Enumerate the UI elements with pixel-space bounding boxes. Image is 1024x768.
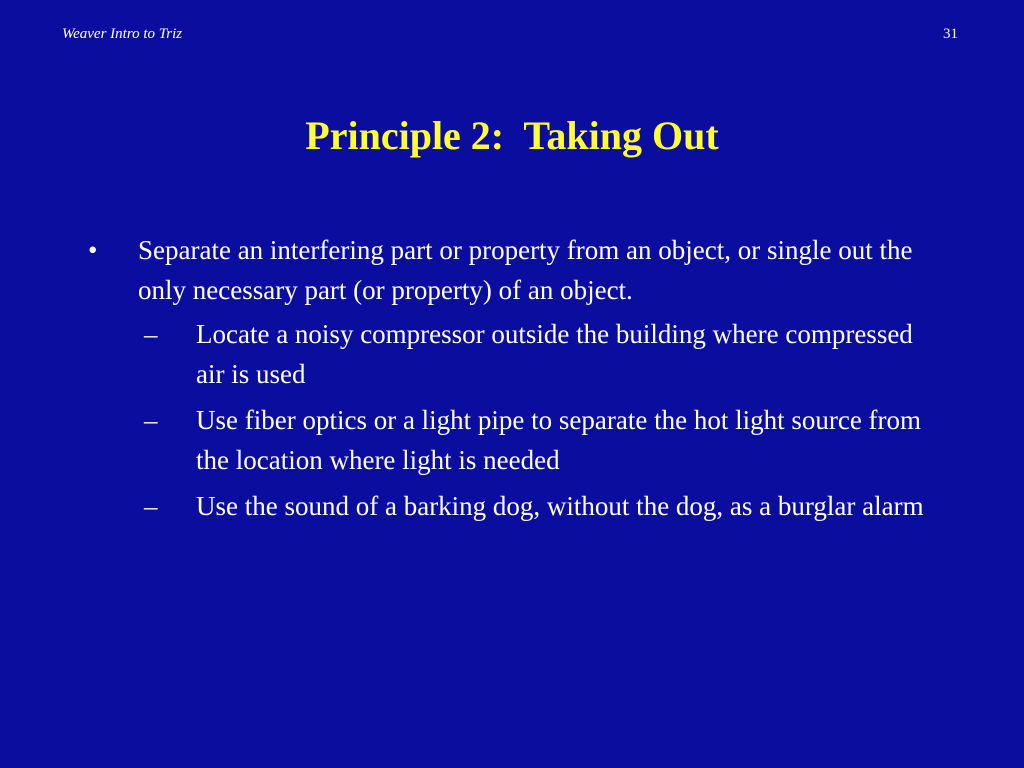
subbullet-marker: – <box>144 319 158 349</box>
subbullet-text: Use the sound of a barking dog, without the dog, as a burglar alarm <box>196 491 924 521</box>
bullet-text: Separate an interfering part or property from an object, or single out the only necessary part (or property) of an object. <box>138 235 913 305</box>
footer-course-title: Weaver Intro to Triz <box>62 26 183 42</box>
subbullet-item <box>88 314 948 394</box>
subbullet-text: Use fiber optics or a light pipe to separate the hot light source from the location where light is needed <box>196 405 922 475</box>
bullet-marker: • <box>88 235 98 265</box>
bullet-list <box>88 230 948 532</box>
subbullet-marker: – <box>144 405 158 435</box>
subbullet-marker: – <box>144 491 158 521</box>
slide-number: 31 <box>943 26 958 42</box>
bullet-item <box>88 230 948 310</box>
slide-title: Principle 2: Taking Out <box>305 113 719 158</box>
subbullet-text: Locate a noisy compressor outside the building where compressed air is used <box>196 319 913 389</box>
subbullet-item <box>88 486 948 526</box>
subbullet-item <box>88 400 948 480</box>
